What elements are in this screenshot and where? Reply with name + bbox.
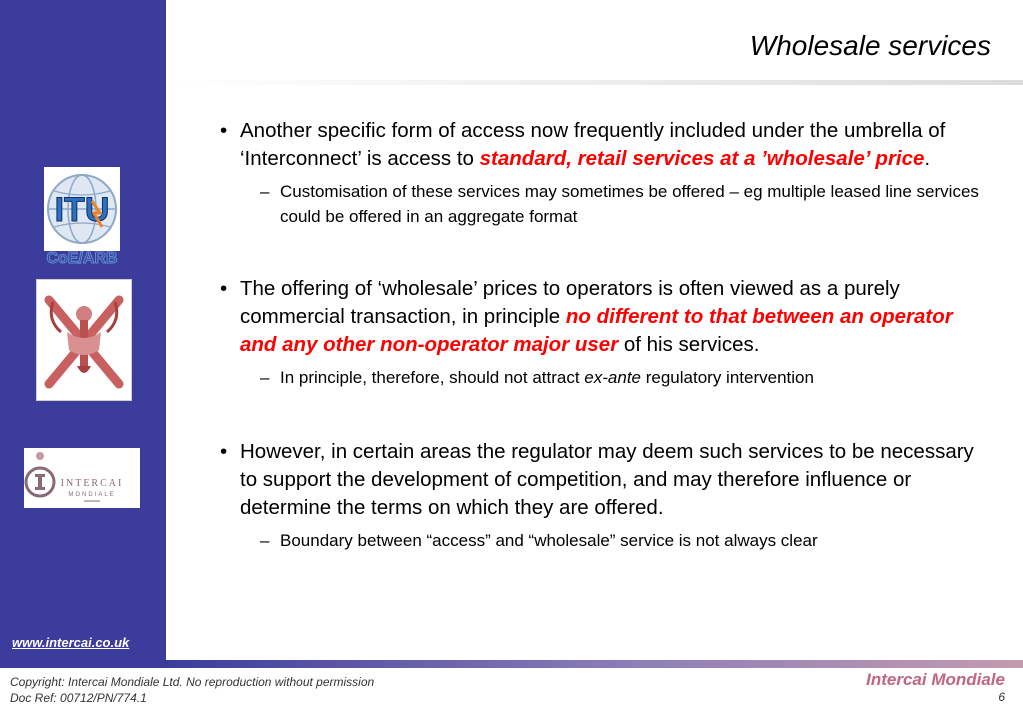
copyright-text: Copyright: Intercai Mondiale Ltd. No reproduction without permission bbox=[10, 675, 375, 689]
bullet-marker: • bbox=[220, 277, 228, 300]
footer-copyright bbox=[10, 674, 374, 706]
website-link[interactable]: www.intercai.co.uk bbox=[12, 635, 130, 650]
bullet-text: . bbox=[924, 147, 931, 170]
emblem-icon bbox=[37, 280, 131, 400]
bullet-point bbox=[220, 438, 988, 522]
sub-bullet-text: Customisation of these services may sometimes be offered – eg multiple leased line services could be offered in an aggregate format bbox=[280, 182, 979, 226]
itu-globe-icon bbox=[38, 165, 126, 265]
sub-bullet-marker: – bbox=[260, 182, 270, 201]
sub-bullet-text: In principle, therefore, should not attract bbox=[280, 368, 585, 387]
title-divider bbox=[166, 80, 1023, 85]
svg-text:ITU: ITU bbox=[54, 191, 110, 229]
bullet-text: However, in certain areas the regulator may deem such services to be necessary to support the development of competition, and may therefore influence or determine the terms on which they are offered. bbox=[240, 440, 974, 519]
bullet-point bbox=[220, 275, 988, 359]
intercai-logo bbox=[24, 448, 140, 508]
oman-emblem-logo bbox=[36, 279, 132, 401]
bullet-marker: • bbox=[220, 119, 228, 142]
bullet-point bbox=[220, 117, 988, 173]
footer-bar-left bbox=[0, 660, 166, 668]
bullet-marker: • bbox=[220, 440, 228, 463]
bullet-text: of his services. bbox=[618, 333, 760, 356]
slide-title: Wholesale services bbox=[749, 30, 991, 61]
intercai-emblem-icon bbox=[24, 448, 140, 508]
page-number: 6 bbox=[998, 690, 1005, 704]
bullet-highlight: standard, retail services at a ’wholesale’ price bbox=[479, 147, 925, 170]
doc-ref: Doc Ref: 00712/PN/774.1 bbox=[10, 691, 147, 705]
bullet-highlight: no different to that between an operator and any other non-operator major user bbox=[240, 305, 953, 356]
sub-bullet-point bbox=[220, 365, 988, 390]
footer-bar bbox=[166, 660, 1023, 668]
slide-body bbox=[220, 117, 988, 553]
bullet-text: The offering of ‘wholesale’ prices to operators is often viewed as a purely commercial transaction, in principle bbox=[240, 277, 900, 328]
svg-text:CoE/ARB: CoE/ARB bbox=[46, 250, 118, 265]
itu-logo bbox=[38, 165, 126, 265]
sub-bullet-italic: ex-ante bbox=[584, 368, 641, 387]
sub-bullet-marker: – bbox=[260, 531, 270, 550]
bullet-text: Another specific form of access now frequently included under the umbrella of ‘Interconnect’ is access to bbox=[240, 119, 946, 170]
sub-bullet-point bbox=[220, 528, 988, 553]
svg-text:MONDIALE: MONDIALE bbox=[68, 492, 116, 498]
sub-bullet-marker: – bbox=[260, 368, 270, 387]
footer-brand: Intercai Mondiale bbox=[866, 670, 1005, 689]
sub-bullet-text: Boundary between “access” and “wholesale” service is not always clear bbox=[280, 531, 818, 550]
sub-bullet-point bbox=[220, 179, 988, 229]
svg-text:INTERCAI: INTERCAI bbox=[60, 478, 124, 489]
sub-bullet-text: regulatory intervention bbox=[641, 368, 814, 387]
